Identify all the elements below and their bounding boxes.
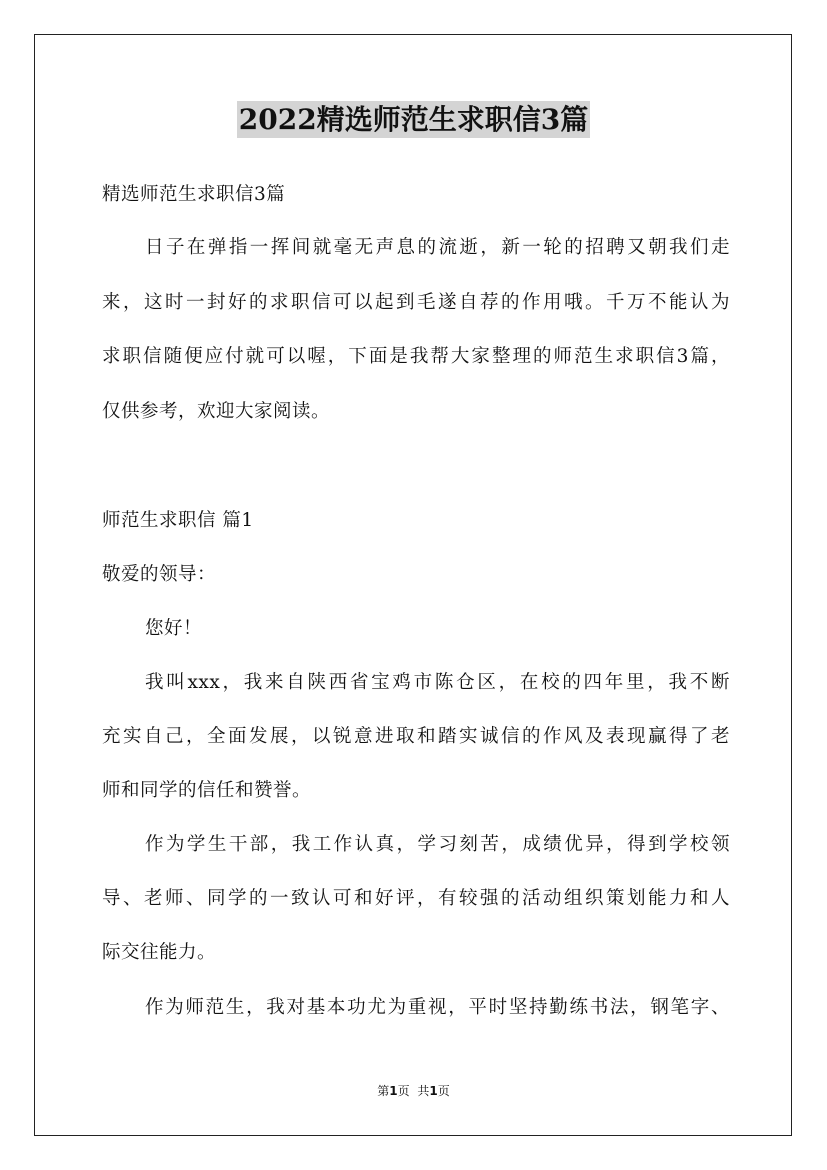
paragraph-line: 我叫xxx，我来自陕西省宝鸡市陈仓区，在校的四年里，我不断 — [145, 672, 730, 693]
document-title-text: 2022精选师范生求职信3篇 — [238, 103, 589, 136]
intro-line: 日子在弹指一挥间就毫无声息的流逝，新一轮的招聘又朝我们走 — [145, 237, 730, 258]
intro-line: 仅供参考，欢迎大家阅读。 — [102, 401, 331, 422]
section-heading: 师范生求职信 篇1 — [102, 510, 254, 531]
paragraph-line: 导、老师、同学的一致认可和好评，有较强的活动组织策划能力和人 — [102, 888, 730, 909]
salutation: 敬爱的领导： — [102, 564, 217, 585]
paragraph-line: 充实自己，全面发展，以锐意进取和踏实诚信的作风及表现赢得了老 — [102, 726, 730, 747]
footer-prefix: 第 — [377, 1084, 390, 1098]
footer-page-number: 1 — [389, 1084, 398, 1098]
document-title — [0, 98, 827, 142]
page-footer — [0, 1083, 827, 1099]
footer-page-suffix: 页 — [397, 1084, 410, 1098]
footer-total-number: 1 — [429, 1084, 438, 1098]
paragraph-line: 作为师范生，我对基本功尤为重视，平时坚持勤练书法，钢笔字、 — [145, 997, 730, 1018]
intro-line: 来，这时一封好的求职信可以起到毛遂自荐的作用哦。千万不能认为 — [102, 292, 730, 313]
greeting: 您好！ — [145, 618, 203, 639]
intro-line: 求职信随便应付就可以喔，下面是我帮大家整理的师范生求职信3篇， — [102, 346, 730, 367]
document-subtitle: 精选师范生求职信3篇 — [102, 184, 286, 205]
paragraph-line: 师和同学的信任和赞誉。 — [102, 780, 312, 801]
paragraph-line: 际交往能力。 — [102, 942, 217, 963]
footer-total-prefix: 共 — [417, 1084, 430, 1098]
paragraph-line: 作为学生干部，我工作认真，学习刻苦，成绩优异，得到学校领 — [145, 834, 730, 855]
footer-total-suffix: 页 — [437, 1084, 450, 1098]
